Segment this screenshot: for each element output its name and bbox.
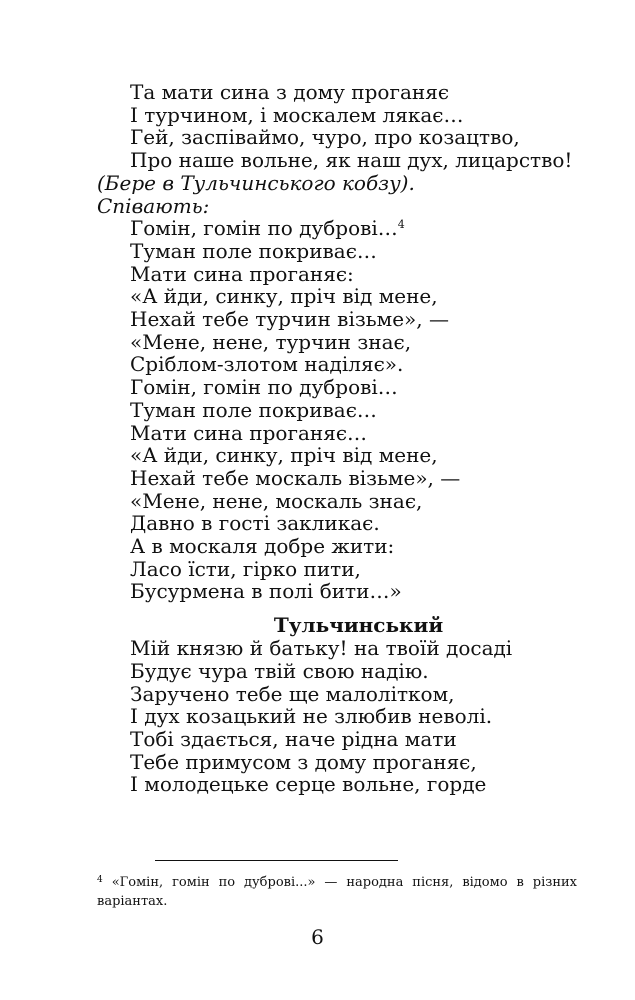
verse-line: І дух козацький не злюбив неволі. — [130, 704, 493, 729]
song-line: Гомін, гомін по дуброві… — [130, 375, 398, 400]
song-line: Туман поле покриває… — [130, 397, 377, 422]
song-line: Давно в гості закликає. — [130, 511, 380, 536]
song-line: Ласо їсти, гірко пити, — [130, 556, 361, 581]
song-line: «Мене, нене, москаль знає, — [130, 488, 423, 513]
song-line: А в москаля добре жити: — [130, 534, 395, 559]
verse-line: Про наше вольне, як наш дух, лицарство! — [130, 148, 573, 173]
main-text — [97, 81, 587, 796]
speaker-name: Тульчинський — [273, 613, 444, 638]
song-line: Туман поле покриває… — [130, 238, 377, 263]
song-line: «А йди, синку, пріч від мене, — [130, 284, 438, 309]
verse-line: Тебе примусом з дому проганяє, — [130, 749, 477, 774]
footnote-text: «Гомін, гомін по дуброві...» — народна пісня, відомо в різних варіантах. — [97, 875, 578, 909]
song-line: Мати сина проганяє… — [130, 420, 368, 445]
song-line: Сріблом-злотом наділяє». — [130, 352, 404, 377]
song-line: «А йди, синку, пріч від мене, — [130, 443, 438, 468]
song-line: «Мене, нене, турчин знає, — [130, 329, 412, 354]
footnote-number: 4 — [97, 875, 103, 885]
verse-line: Тобі здається, наче рідна мати — [130, 726, 457, 751]
verse-top — [97, 81, 587, 172]
verse-line: І турчином, і москалем лякає… — [130, 102, 464, 127]
verse-line: Будує чура твій свою надію. — [130, 658, 429, 683]
footnote — [97, 871, 577, 911]
verse-bottom — [97, 637, 587, 796]
verse-line: Мій князю й батьку! на твоїй досаді — [130, 636, 513, 661]
song-line — [130, 217, 587, 240]
footnote-divider — [155, 860, 398, 861]
verse-line: Гей, заспіваймо, чуро, про козацтво, — [130, 125, 520, 150]
song-line: Бусурмена в полі бити…» — [130, 579, 402, 604]
song-line: Нехай тебе москаль візьме», — — [130, 465, 461, 490]
song-line: Нехай тебе турчин візьме», — — [130, 307, 449, 332]
verse-line: Та мати сина з дому проганяє — [130, 80, 450, 104]
sing-label: Співають: — [97, 193, 210, 218]
song — [97, 217, 587, 603]
song-first-line: Гомін, гомін по дуброві… — [130, 216, 398, 241]
song-line: Мати сина проганяє: — [130, 261, 354, 286]
verse-line: Заручено тебе ще малолітком, — [130, 681, 455, 706]
verse-line: І молодецьке серце вольне, горде — [130, 772, 487, 797]
footnote-marker: 4 — [397, 218, 405, 232]
page-number: 6 — [311, 925, 324, 949]
stage-direction: (Бере в Тульчинського кобзу). — [97, 170, 415, 195]
stage-directions — [97, 172, 587, 217]
